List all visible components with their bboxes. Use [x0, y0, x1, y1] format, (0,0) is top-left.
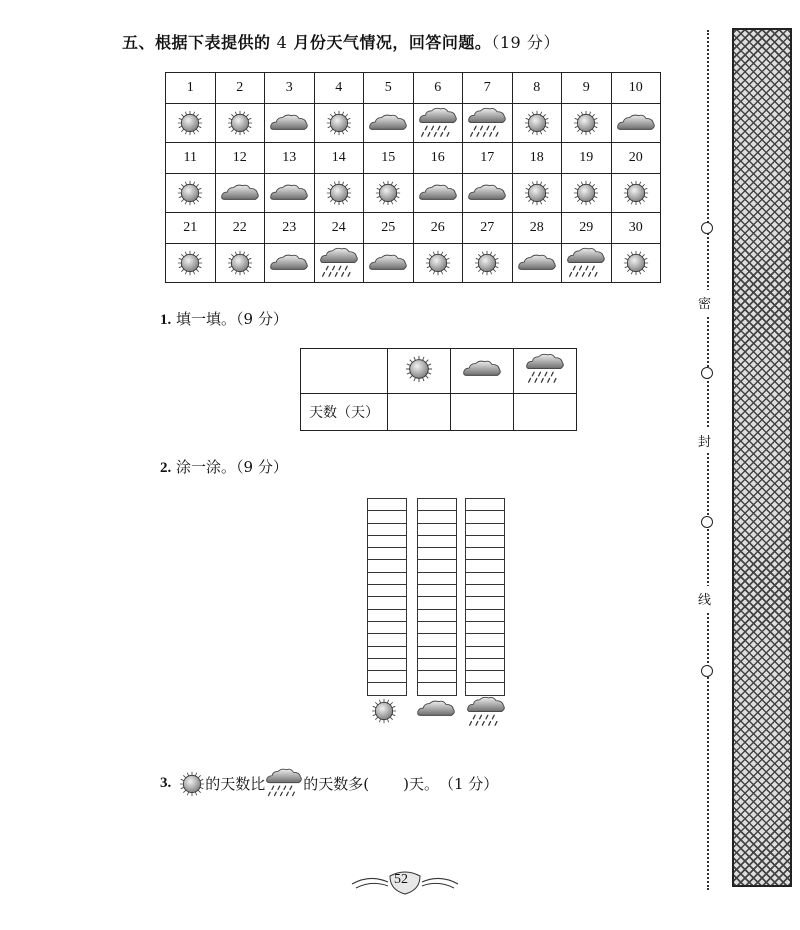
cloudy-count-input[interactable]	[451, 394, 514, 431]
calendar-day-number: 22	[215, 213, 265, 244]
count-header-rainy	[514, 349, 577, 394]
q2-title	[160, 456, 288, 477]
calendar-day-number: 30	[611, 213, 661, 244]
calendar-weather-cell	[166, 174, 216, 213]
calendar-weather-cell	[265, 244, 315, 283]
coloring-cell[interactable]	[417, 498, 457, 511]
cloudy-icon	[462, 358, 502, 380]
coloring-cell[interactable]	[367, 597, 407, 609]
calendar-day-number: 19	[562, 143, 612, 174]
heading-score: （19 分）	[491, 33, 560, 52]
calendar-weather-cell	[364, 104, 414, 143]
calendar-weather-cell	[364, 174, 414, 213]
sunny-icon	[375, 180, 401, 206]
coloring-cell[interactable]	[465, 622, 505, 634]
q1-score: （9 分）	[236, 310, 288, 328]
binding-hole-circle	[701, 367, 713, 379]
coloring-cell[interactable]	[417, 548, 457, 560]
calendar-day-number: 1	[166, 73, 216, 104]
q3-number: 3.	[160, 775, 172, 791]
calendar-day-number: 13	[265, 143, 315, 174]
coloring-cell[interactable]	[465, 659, 505, 671]
calendar-weather-cell	[166, 244, 216, 283]
calendar-day-number: 5	[364, 73, 414, 104]
coloring-cell[interactable]	[417, 536, 457, 548]
coloring-cell[interactable]	[367, 647, 407, 659]
cloudy-icon	[220, 182, 260, 204]
binding-hole-circle	[701, 222, 713, 234]
calendar-day-number: 4	[314, 73, 364, 104]
sunny-icon	[227, 250, 253, 276]
bar-chart-legend	[366, 696, 516, 726]
q3-text-2: 的天数多(	[303, 775, 370, 793]
cloudy-icon	[269, 112, 309, 134]
coloring-cell[interactable]	[367, 560, 407, 572]
cloudy-icon	[416, 698, 456, 720]
coloring-cell[interactable]	[465, 610, 505, 622]
q2-label: 涂一涂。	[176, 458, 237, 476]
coloring-cell[interactable]	[417, 524, 457, 536]
rainy-icon	[265, 768, 303, 799]
calendar-day-number: 11	[166, 143, 216, 174]
cloudy-bar-column	[417, 498, 457, 696]
coloring-cell[interactable]	[417, 659, 457, 671]
cloudy-icon	[368, 252, 408, 274]
calendar-weather-cell	[611, 174, 661, 213]
calendar-day-number: 7	[463, 73, 513, 104]
calendar-weather-cell	[413, 104, 463, 143]
calendar-weather-cell	[314, 174, 364, 213]
binding-hole-circle	[701, 516, 713, 528]
coloring-cell[interactable]	[417, 585, 457, 597]
seal-char: 线	[698, 586, 711, 611]
calendar-weather-cell	[413, 174, 463, 213]
calendar-day-number: 14	[314, 143, 364, 174]
calendar-date-row	[166, 143, 661, 174]
calendar-weather-cell	[413, 244, 463, 283]
q3-text-1: 的天数比	[205, 775, 266, 793]
sunny-icon	[405, 355, 433, 383]
sunny-bar-column	[367, 498, 407, 696]
coloring-cell[interactable]	[367, 683, 407, 695]
calendar-day-number: 3	[265, 73, 315, 104]
calendar-weather-cell	[215, 174, 265, 213]
calendar-weather-row	[166, 244, 661, 283]
calendar-weather-cell	[562, 174, 612, 213]
cloudy-icon	[269, 252, 309, 274]
calendar-weather-row	[166, 104, 661, 143]
calendar-day-number: 28	[512, 213, 562, 244]
page-footer	[350, 864, 460, 898]
weather-calendar	[165, 72, 661, 283]
calendar-day-number: 6	[413, 73, 463, 104]
sunny-icon	[623, 250, 649, 276]
coloring-cell[interactable]	[367, 511, 407, 523]
calendar-weather-cell	[265, 174, 315, 213]
cloudy-icon	[517, 252, 557, 274]
sunny-icon	[524, 110, 550, 136]
binding-hole-circle	[701, 665, 713, 677]
calendar-weather-cell	[611, 244, 661, 283]
cloudy-icon	[467, 182, 507, 204]
coloring-cell[interactable]	[367, 548, 407, 560]
count-header-cloudy	[451, 349, 514, 394]
sunny-icon	[524, 180, 550, 206]
seal-char: 密	[698, 290, 711, 315]
coloring-cell[interactable]	[367, 536, 407, 548]
cloudy-icon	[616, 112, 656, 134]
q1-label: 填一填。	[176, 310, 237, 328]
calendar-weather-cell	[611, 104, 661, 143]
calendar-weather-cell	[314, 104, 364, 143]
calendar-day-number: 25	[364, 213, 414, 244]
rainy-count-input[interactable]	[514, 394, 577, 431]
coloring-cell[interactable]	[367, 585, 407, 597]
coloring-cell[interactable]	[465, 536, 505, 548]
cloudy-icon	[368, 112, 408, 134]
coloring-cell[interactable]	[465, 597, 505, 609]
calendar-weather-cell	[166, 104, 216, 143]
coloring-cell[interactable]	[417, 511, 457, 523]
rainy-icon	[319, 247, 359, 280]
coloring-cell[interactable]	[417, 573, 457, 585]
cloudy-icon	[418, 182, 458, 204]
calendar-weather-cell	[463, 174, 513, 213]
q1-number: 1.	[160, 312, 172, 328]
coloring-cell[interactable]	[465, 671, 505, 683]
calendar-day-number: 21	[166, 213, 216, 244]
coloring-cell[interactable]	[465, 498, 505, 511]
binding-dotted-line	[707, 30, 709, 890]
rainy-icon	[566, 247, 606, 280]
calendar-day-number: 12	[215, 143, 265, 174]
coloring-cell[interactable]	[465, 560, 505, 572]
sunny-icon	[474, 250, 500, 276]
rainy-icon	[467, 107, 507, 140]
calendar-day-number: 20	[611, 143, 661, 174]
coloring-cell[interactable]	[367, 573, 407, 585]
coloring-cell[interactable]	[465, 585, 505, 597]
cloudy-icon	[269, 182, 309, 204]
calendar-weather-cell	[314, 244, 364, 283]
calendar-weather-cell	[364, 244, 414, 283]
sunny-icon	[179, 771, 205, 797]
sunny-icon	[177, 250, 203, 276]
calendar-day-number: 27	[463, 213, 513, 244]
calendar-weather-cell	[463, 104, 513, 143]
q2-score: （9 分）	[236, 458, 288, 476]
calendar-day-number: 10	[611, 73, 661, 104]
calendar-weather-cell	[562, 244, 612, 283]
q1-title	[160, 308, 288, 329]
rainy-icon	[466, 696, 506, 729]
calendar-weather-row	[166, 174, 661, 213]
q3-text-3: )天。	[403, 775, 439, 793]
calendar-weather-cell	[562, 104, 612, 143]
coloring-cell[interactable]	[417, 634, 457, 646]
calendar-day-number: 26	[413, 213, 463, 244]
coloring-cell[interactable]	[367, 671, 407, 683]
coloring-cell[interactable]	[465, 548, 505, 560]
calendar-weather-cell	[512, 174, 562, 213]
calendar-day-number: 24	[314, 213, 364, 244]
calendar-weather-cell	[512, 244, 562, 283]
calendar-day-number: 9	[562, 73, 612, 104]
calendar-day-number: 18	[512, 143, 562, 174]
coloring-cell[interactable]	[417, 560, 457, 572]
calendar-weather-cell	[512, 104, 562, 143]
sunny-icon	[573, 180, 599, 206]
heading-middle: 月份天气情况，回答问题。	[293, 33, 492, 52]
calendar-date-row	[166, 73, 661, 104]
calendar-weather-cell	[215, 104, 265, 143]
page-number: 52	[394, 872, 408, 887]
count-row-label: 天数（天）	[301, 394, 388, 431]
coloring-cell[interactable]	[417, 610, 457, 622]
sunny-icon	[227, 110, 253, 136]
sunny-icon	[177, 180, 203, 206]
calendar-day-number: 2	[215, 73, 265, 104]
heading-month: 4	[276, 33, 288, 52]
coloring-cell[interactable]	[417, 671, 457, 683]
coloring-cell[interactable]	[367, 610, 407, 622]
coloring-cell[interactable]	[465, 511, 505, 523]
coloring-cell[interactable]	[417, 622, 457, 634]
coloring-cell[interactable]	[367, 622, 407, 634]
decorative-border-pattern	[732, 28, 792, 887]
sunny-icon	[425, 250, 451, 276]
sunny-icon	[573, 110, 599, 136]
q3-line	[160, 768, 498, 799]
coloring-cell[interactable]	[465, 683, 505, 695]
coloring-cell[interactable]	[465, 524, 505, 536]
heading-prefix: 五、根据下表提供的	[122, 33, 271, 52]
calendar-day-number: 17	[463, 143, 513, 174]
count-header-blank	[301, 349, 388, 394]
calendar-date-row	[166, 213, 661, 244]
coloring-cell[interactable]	[367, 634, 407, 646]
sunny-count-input[interactable]	[388, 394, 451, 431]
coloring-cell[interactable]	[367, 524, 407, 536]
calendar-day-number: 8	[512, 73, 562, 104]
sunny-icon	[623, 180, 649, 206]
calendar-day-number: 15	[364, 143, 414, 174]
sunny-icon	[177, 110, 203, 136]
coloring-cell[interactable]	[417, 683, 457, 695]
calendar-weather-cell	[265, 104, 315, 143]
count-table	[300, 348, 577, 431]
coloring-cell[interactable]	[417, 647, 457, 659]
q2-number: 2.	[160, 460, 172, 476]
rainy-icon	[525, 353, 565, 386]
coloring-cell[interactable]	[367, 498, 407, 511]
q3-score: （1 分）	[438, 775, 499, 793]
question-heading	[122, 30, 560, 53]
calendar-day-number: 16	[413, 143, 463, 174]
sunny-icon	[326, 180, 352, 206]
coloring-cell[interactable]	[465, 634, 505, 646]
calendar-weather-cell	[463, 244, 513, 283]
seal-char: 封	[698, 428, 711, 453]
rainy-bar-column	[465, 498, 505, 696]
calendar-weather-cell	[215, 244, 265, 283]
coloring-cell[interactable]	[465, 573, 505, 585]
sunny-icon	[326, 110, 352, 136]
coloring-cell[interactable]	[367, 659, 407, 671]
coloring-cell[interactable]	[417, 597, 457, 609]
calendar-day-number: 29	[562, 213, 612, 244]
sunny-icon	[371, 698, 397, 724]
coloring-cell[interactable]	[465, 647, 505, 659]
calendar-day-number: 23	[265, 213, 315, 244]
rainy-icon	[418, 107, 458, 140]
count-header-sunny	[388, 349, 451, 394]
